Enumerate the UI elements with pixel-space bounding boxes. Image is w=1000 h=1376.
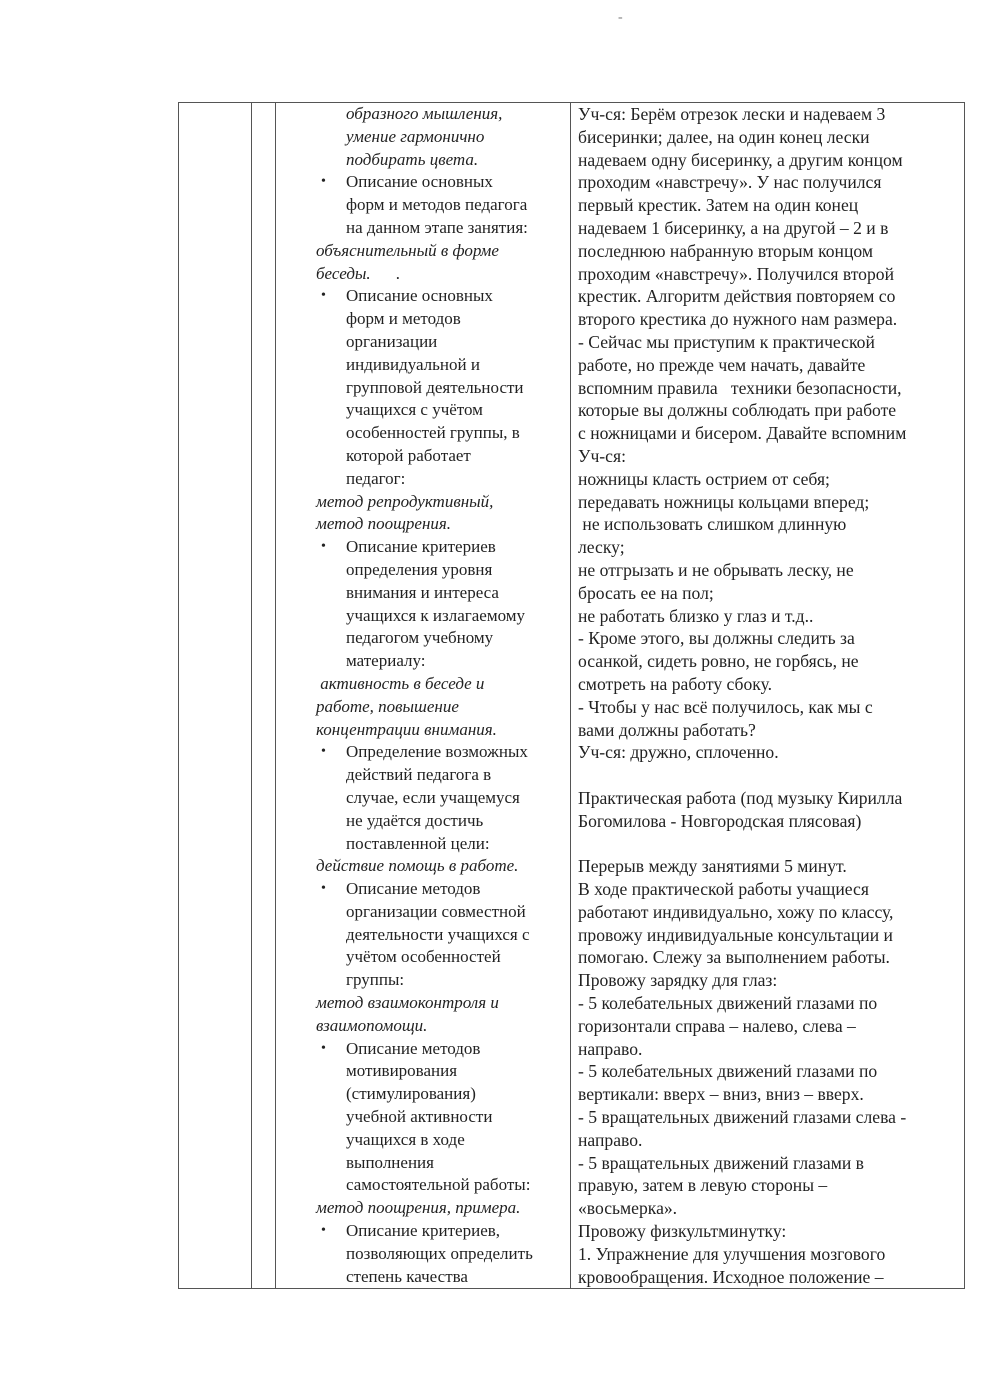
text-line: вами должны работать?: [578, 719, 756, 740]
text-line: Практическая работа (под музыку Кирилла: [578, 787, 903, 808]
text-line: осанкой, сидеть ровно, не горбясь, не: [578, 651, 859, 672]
criteria-description-line: мотивирования: [346, 1061, 458, 1081]
criteria-description-line: форм и методов: [346, 309, 461, 329]
text-line: Провожу физкультминутку:: [578, 1221, 787, 1242]
lesson-text-column: [578, 103, 950, 1288]
criteria-answer-line: объяснительный в форме: [316, 240, 499, 260]
criteria-description-line: учащихся к излагаемому: [346, 605, 526, 625]
criteria-description-line: педагог:: [346, 468, 406, 488]
criteria-description-line: деятельности учащихся с: [346, 924, 530, 944]
criteria-description-line: поставленной цели:: [346, 833, 490, 853]
text-line: ножницы класть острием от себя;: [578, 468, 830, 489]
criteria-description-line: организации: [346, 331, 438, 351]
text-line: проходим «навстречу». У нас получился: [578, 172, 882, 193]
bullet-icon: •: [321, 174, 326, 190]
text-line: надеваем одну бисеринку, а другим концом: [578, 149, 903, 170]
criteria-description-line: выполнения: [346, 1152, 434, 1172]
criteria-answer-line: метод взаимоконтроля и: [316, 993, 499, 1013]
criteria-description-line: Описание методов: [346, 879, 481, 899]
criteria-description-line: Описание методов: [346, 1038, 481, 1058]
criteria-item: [316, 285, 568, 490]
methods-column: [316, 103, 568, 1288]
text-line: передавать ножницы кольцами вперед;: [578, 491, 870, 512]
criteria-description-line: педагогом учебному: [346, 628, 494, 648]
criteria-description-line: Определение возможных: [346, 742, 528, 762]
intro-line: умение гармонично: [346, 126, 485, 146]
criteria-description-line: учащихся в ходе: [346, 1129, 465, 1149]
criteria-description-line: (стимулирования): [346, 1084, 476, 1104]
criteria-description-line: Описание критериев,: [346, 1221, 501, 1241]
criteria-description-line: учащихся с учётом: [346, 400, 483, 420]
criteria-item: [316, 1038, 568, 1198]
criteria-description-line: внимания и интереса: [346, 582, 499, 602]
text-line: первый крестик. Затем на один конец: [578, 195, 859, 216]
text-line: леску;: [578, 537, 625, 558]
criteria-item: [316, 878, 568, 992]
text-line: - 5 колебательных движений глазами по: [578, 1061, 878, 1082]
text-line: «восьмерка».: [578, 1198, 678, 1219]
text-line: правую, затем в левую стороны –: [578, 1175, 828, 1196]
table-border-col3: [570, 102, 571, 1289]
criteria-description-line: определения уровня: [346, 559, 493, 579]
text-line: работе, но прежде чем начать, давайте: [578, 354, 866, 375]
text-line: направо.: [578, 1038, 643, 1059]
criteria-description-line: организации совместной: [346, 901, 526, 921]
text-line: - Чтобы у нас всё получилось, как мы с: [578, 696, 873, 717]
criteria-description-line: материалу:: [346, 651, 426, 671]
text-line: работают индивидуально, хожу по классу,: [578, 901, 894, 922]
text-line: которые вы должны соблюдать при работе: [578, 400, 897, 421]
criteria-answer-line: работе, повышение: [316, 696, 459, 716]
text-line: направо.: [578, 1129, 643, 1150]
text-line: вертикали: вверх – вниз, вниз – вверх.: [578, 1084, 864, 1105]
text-line: - Сейчас мы приступим к практической: [578, 331, 875, 352]
bullet-icon: •: [321, 1223, 326, 1239]
criteria-description-line: самостоятельной работы:: [346, 1175, 531, 1195]
bullet-icon: •: [321, 1040, 326, 1056]
criteria-description-line: Описание основных: [346, 172, 493, 192]
bullet-icon: •: [321, 744, 326, 760]
text-line: кровообращения. Исходное положение –: [578, 1266, 884, 1287]
table-border-col1: [251, 102, 252, 1289]
criteria-description-line: на данном этапе занятия:: [346, 217, 528, 237]
criteria-description-line: действий педагога в: [346, 765, 492, 785]
criteria-item: [316, 171, 568, 239]
criteria-description-line: позволяющих определить: [346, 1243, 533, 1263]
text-line: не использовать слишком длинную: [578, 514, 847, 535]
table-border-col2: [275, 102, 276, 1289]
text-line: помогаю. Слежу за выполнением работы.: [578, 947, 890, 968]
table-border-outer-left: [178, 102, 179, 1289]
text-line: крестик. Алгоритм действия повторяем со: [578, 286, 896, 307]
criteria-item: [316, 741, 568, 855]
criteria-description-line: Описание основных: [346, 286, 493, 306]
text-line: горизонтали справа – налево, слева –: [578, 1015, 856, 1036]
criteria-answer-line: активность в беседе и: [316, 673, 485, 693]
criteria-answer-line: метод репродуктивный,: [316, 491, 494, 511]
blank-line: [578, 764, 950, 787]
text-line: провожу индивидуальные консультации и: [578, 924, 893, 945]
intro-line: образного мышления,: [346, 104, 503, 123]
text-line: не отгрызать и не обрывать леску, не: [578, 559, 854, 580]
criteria-description-line: групповой деятельности: [346, 377, 524, 397]
text-line: - Кроме этого, вы должны следить за: [578, 628, 855, 649]
text-line: Провожу зарядку для глаз:: [578, 970, 778, 991]
text-line: Перерыв между занятиями 5 минут.: [578, 856, 847, 877]
text-line: бисеринки; далее, на один конец лески: [578, 126, 870, 147]
criteria-description-line: индивидуальной и: [346, 354, 480, 374]
text-line: с ножницами и бисером. Давайте вспомним: [578, 423, 907, 444]
text-line: Уч-ся: дружно, сплоченно.: [578, 742, 779, 763]
criteria-answer-line: концентрации внимания.: [316, 719, 497, 739]
text-line: последнюю набранную вторым концом: [578, 240, 873, 261]
criteria-description-line: учётом особенностей: [346, 947, 501, 967]
bullet-icon: •: [321, 288, 326, 304]
text-line: 1. Упражнение для улучшения мозгового: [578, 1243, 886, 1264]
intro-line: подбирать цвета.: [346, 149, 479, 169]
text-line: - 5 колебательных движений глазами по: [578, 993, 878, 1014]
criteria-description-line: не удаётся достичь: [346, 810, 484, 830]
scan-tick-mark: -: [618, 10, 623, 25]
text-line: бросать ее на пол;: [578, 582, 714, 603]
blank-line: [578, 833, 950, 856]
text-line: вспомним правила техники безопасности,: [578, 377, 902, 398]
text-line: второго крестика до нужного нам размера.: [578, 309, 898, 330]
criteria-answer-line: взаимопомощи.: [316, 1015, 428, 1035]
criteria-answer-line: метод поощрения, примера.: [316, 1198, 521, 1218]
bullet-icon: •: [321, 881, 326, 897]
text-line: смотреть на работу сбоку.: [578, 673, 773, 694]
criteria-answer-line: метод поощрения.: [316, 514, 452, 534]
text-line: - 5 вращательных движений глазами в: [578, 1152, 864, 1173]
criteria-item: [316, 536, 568, 673]
table-border-outer-right: [964, 102, 965, 1289]
text-line: Уч-ся:: [578, 445, 626, 466]
text-line: Уч-ся: Берём отрезок лески и надеваем 3: [578, 104, 886, 124]
criteria-description-line: группы:: [346, 970, 405, 990]
criteria-description-line: Описание критериев: [346, 537, 496, 557]
criteria-description-line: которой работает: [346, 445, 471, 465]
text-line: Богомилова - Новгородская плясовая): [578, 810, 862, 831]
text-line: - 5 вращательных движений глазами слева -: [578, 1107, 907, 1128]
criteria-description-line: степень качества: [346, 1266, 468, 1286]
criteria-answer-line: действие помощь в работе.: [316, 856, 519, 876]
bullet-icon: •: [321, 539, 326, 555]
text-line: проходим «навстречу». Получился второй: [578, 263, 894, 284]
criteria-description-line: случае, если учащемуся: [346, 787, 520, 807]
text-line: не работать близко у глаз и т.д..: [578, 605, 814, 626]
text-line: надеваем 1 бисеринку, а на другой – 2 и в: [578, 217, 889, 238]
criteria-item: [316, 1220, 568, 1288]
criteria-description-line: особенностей группы, в: [346, 423, 520, 443]
criteria-description-line: форм и методов педагога: [346, 195, 528, 215]
criteria-description-line: учебной активности: [346, 1107, 493, 1127]
text-line: В ходе практической работы учащиеся: [578, 879, 869, 900]
criteria-answer-line: беседы. .: [316, 263, 401, 283]
